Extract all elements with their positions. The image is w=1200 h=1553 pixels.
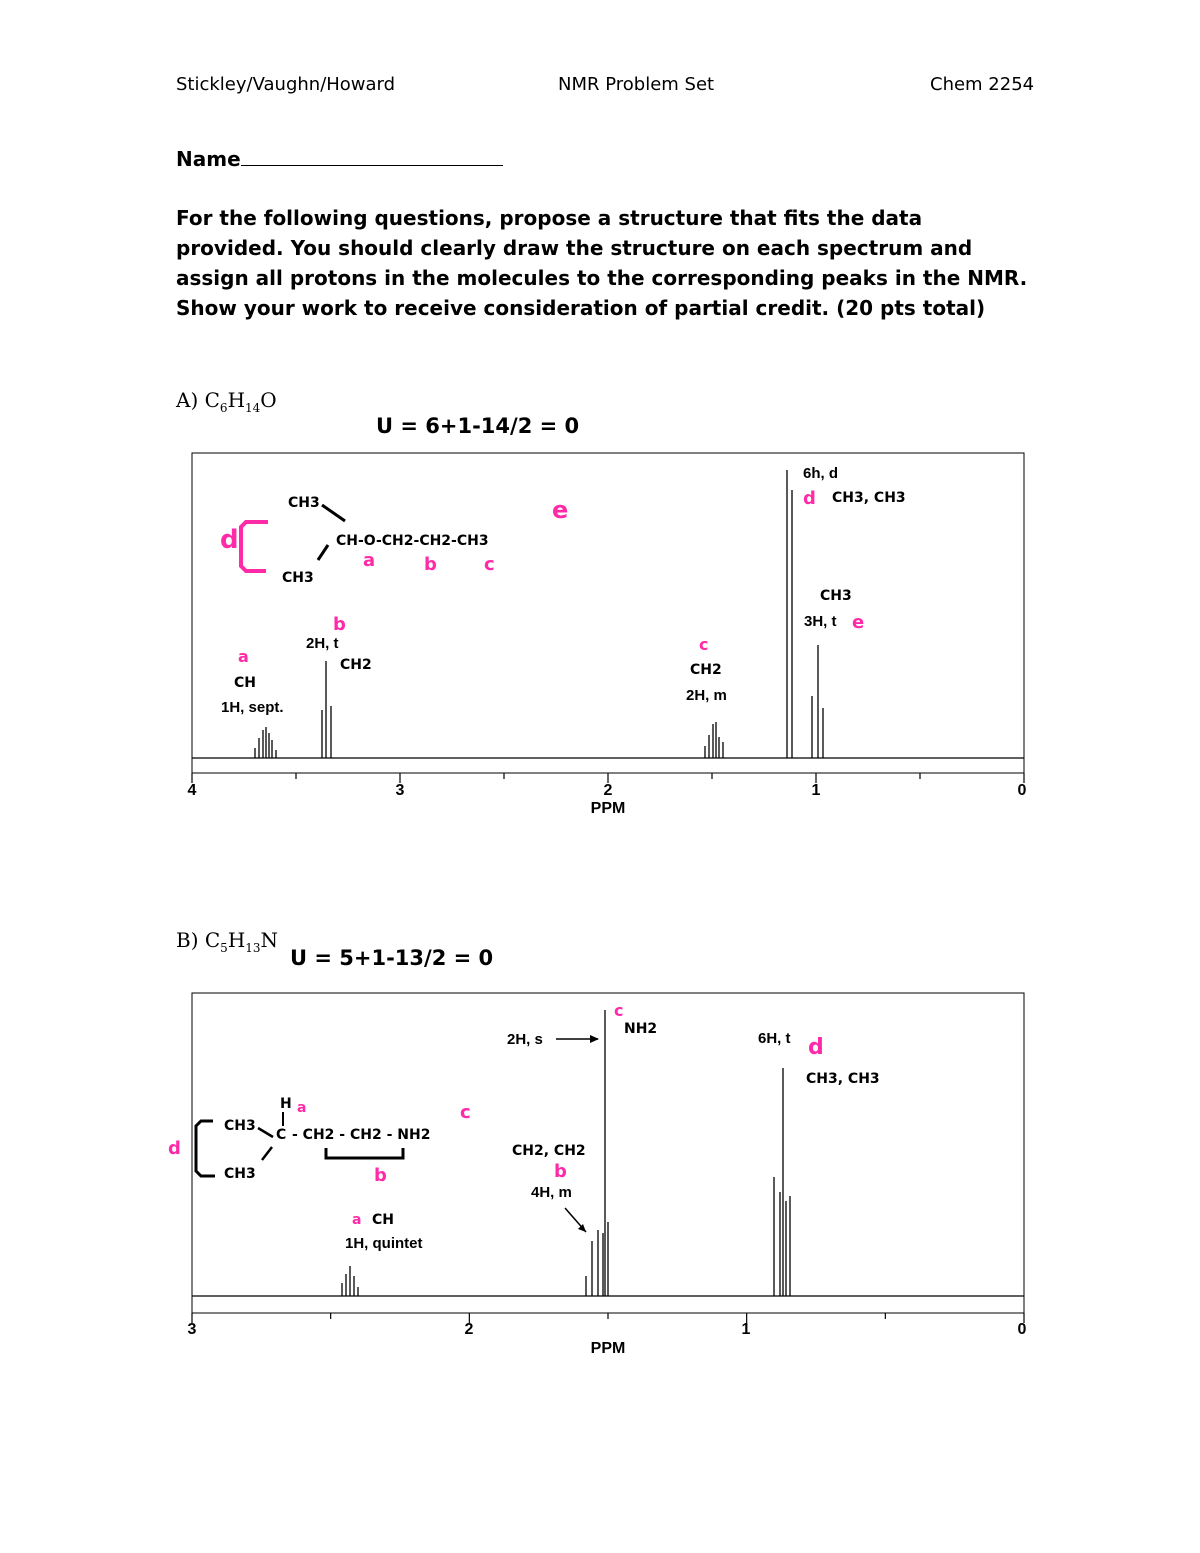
struct-a-letter-b: b [424,554,437,575]
bracket-b-ch2 [326,1148,403,1158]
struct-a-letter-c: c [484,554,495,575]
peak-a-t3-letter: e [852,612,865,633]
struct-b-ch3-top: CH3 [224,1118,256,1134]
struct-b-ch3-bottom: CH3 [224,1166,256,1182]
peak-a-d6-group: CH3, CH3 [832,490,906,506]
problem-a-formula: $C_6H_{14}O$ [204,388,277,415]
header-course: Chem 2254 [930,74,1035,95]
peak-b-t6-label: 6H, t [758,1030,791,1047]
unsaturation-note-b: U = 5+1-13/2 = 0 [290,946,494,970]
bond-a-bottom [318,545,328,560]
peak-a-t2-letter: b [333,614,346,635]
peak-a-t3-label: 3H, t [804,613,837,630]
peak-b-t6-letter: d [808,1035,824,1060]
peak-b-s2-letter: c [614,1001,624,1020]
struct-b-letter-d: d [168,1138,181,1159]
struct-b-chain: - CH2 - CH2 - NH2 [292,1127,431,1143]
tick-b-2: 2 [464,1321,474,1338]
xlabel-b: PPM [590,1340,626,1357]
peak-b-m4-label: 4H, m [531,1184,572,1201]
tick-a-1: 1 [811,782,821,799]
peak-b-quintet-label: 1H, quintet [345,1235,423,1252]
instructions: For the following questions, propose a structure that fits the data provided. You should clearly draw the structure on each spectrum and assign all protons in the molecules to the corresponding peaks in the NMR. Show your work to receive consideration of partial credit. (20 pts total) [176,206,1028,320]
peak-b-s2-group: NH2 [624,1021,658,1037]
struct-a-letter-e: e [552,496,569,524]
xlabel-a: PPM [590,800,626,817]
peak-a-sept-label: 1H, sept. [221,699,284,716]
struct-b-letter-c: c [460,1102,471,1123]
problem-b-formula: $C_5H_{13}N$ [204,928,279,955]
name-label: Name [176,147,241,171]
problem-b-letter: B) [176,928,199,952]
peak-b-s2-label: 2H, s [507,1031,543,1048]
bond-b-bottom [262,1147,272,1160]
struct-b-letter-b: b [374,1165,387,1186]
tick-b-1: 1 [741,1321,751,1338]
header-authors: Stickley/Vaughn/Howard [176,74,396,95]
struct-a-chain: CH-O-CH2-CH2-CH3 [336,533,489,549]
peak-a-m2-label: 2H, m [686,687,727,704]
struct-b-c-center: C [276,1127,287,1143]
peak-b-m4-group: CH2, CH2 [512,1143,586,1159]
header-title: NMR Problem Set [558,74,715,95]
tick-a-0: 0 [1017,782,1027,799]
peak-b-m4-letter: b [554,1161,567,1182]
peak-a-d6-label: 6h, d [803,465,839,482]
peak-a-t2-label: 2H, t [306,635,339,652]
peak-a-d6-letter: d [803,488,816,509]
struct-a-letter-a: a [363,550,376,571]
struct-a-letter-d: d [220,525,239,555]
peak-b-quintet-letter: a [352,1212,362,1228]
peak-a-sept-group: CH [234,675,256,691]
bond-a-top [322,505,345,521]
bond-b-top [258,1128,273,1137]
tick-b-3: 3 [187,1321,197,1338]
tick-a-2: 2 [603,782,613,799]
struct-a-ch3-bottom: CH3 [282,570,314,586]
problem-a-letter: A) [176,388,199,412]
unsaturation-note-a: U = 6+1-14/2 = 0 [376,414,580,438]
peak-a-sept-letter: a [238,647,249,666]
struct-a-ch3-top: CH3 [288,495,320,511]
tick-b-0: 0 [1017,1321,1027,1338]
spectrum-b-ticks [192,1313,1024,1323]
bracket-d-a [241,522,268,571]
bracket-b [196,1121,215,1176]
tick-a-4: 4 [187,782,197,799]
struct-b-letter-a: a [297,1100,307,1116]
peak-a-m2-group: CH2 [690,662,722,678]
struct-b-h: H [280,1096,292,1112]
peak-a-t3-group: CH3 [820,588,852,604]
peak-a-m2-letter: c [699,635,709,654]
peak-b-t6-group: CH3, CH3 [806,1071,880,1087]
peak-b-s2-arrowhead [590,1035,599,1043]
structure-b [168,1096,471,1186]
peak-b-quintet-group: CH [372,1212,394,1228]
tick-a-3: 3 [395,782,405,799]
structure-a [220,495,568,586]
peak-a-t2-group: CH2 [340,657,372,673]
